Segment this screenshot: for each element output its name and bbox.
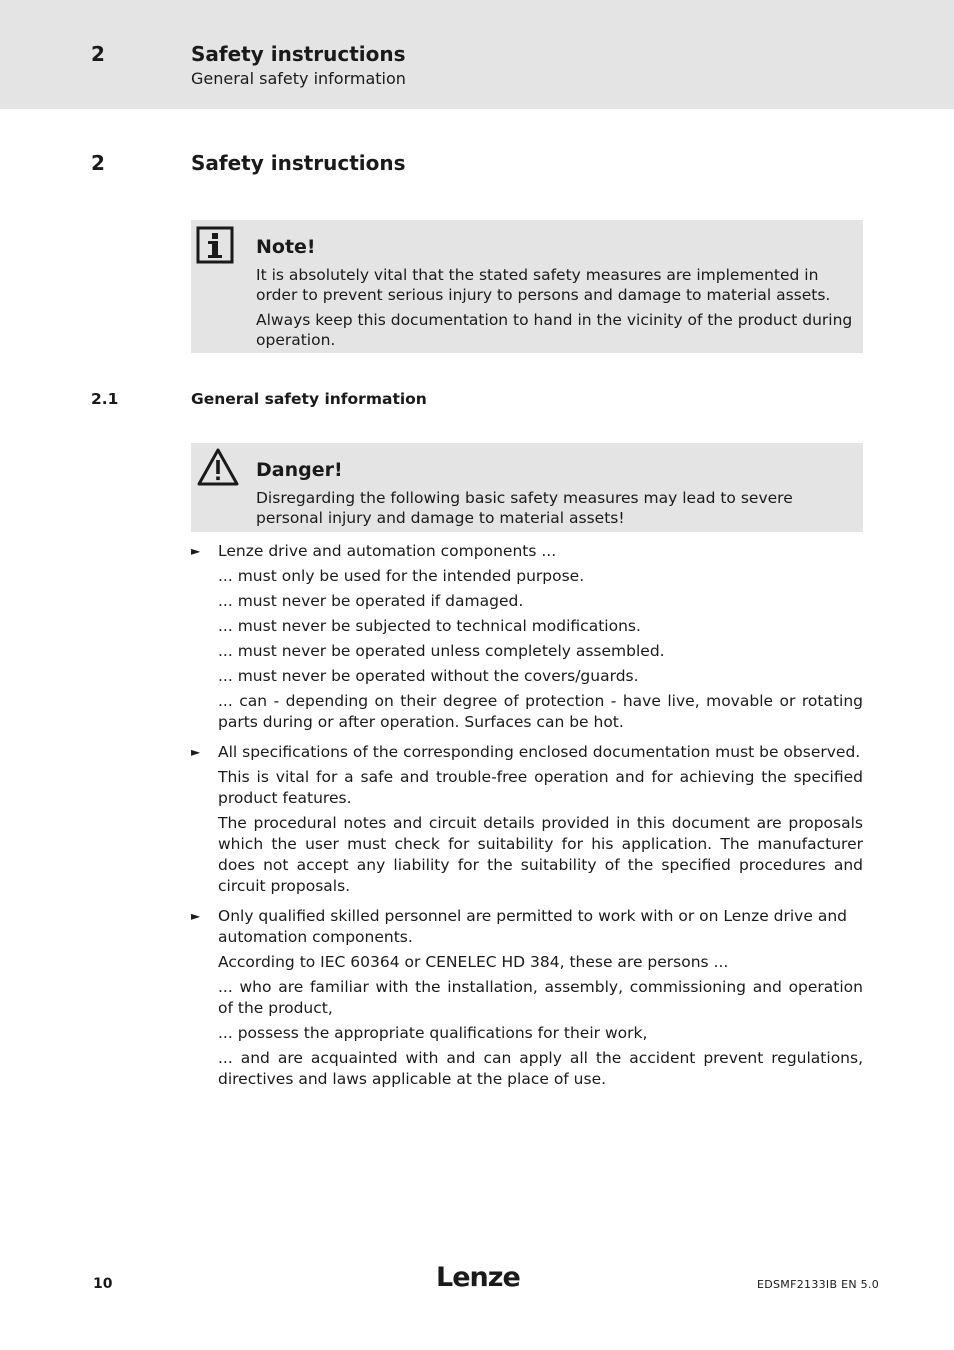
list-paragraph: ... must only be used for the intended purpose. [218, 567, 585, 585]
bullet-arrow-icon: ► [191, 745, 201, 759]
list-item [191, 906, 863, 948]
header-chapter-title: Safety instructions [191, 42, 406, 66]
danger-heading: Danger! [256, 459, 343, 481]
list-item [191, 541, 863, 562]
bullet-text: Only qualified skilled personnel are permitted to work with or on Lenze drive and automation components. [218, 907, 847, 946]
list-paragraph: This is vital for a safe and trouble-free operation and for achieving the specified product features. [218, 768, 863, 807]
note-box [191, 220, 863, 353]
page-number: 10 [93, 1276, 113, 1292]
chapter-number: 2 [91, 151, 105, 175]
list-paragraph: ... can - depending on their degree of protection - have live, movable or rotating parts during or after operation. Surfaces can be hot. [218, 692, 863, 731]
list-paragraph: The procedural notes and circuit details provided in this document are proposals which the user must check for suitability for his application. The manufacturer does not accept any liability for the suitability of the specified procedures and circuit proposals. [218, 814, 863, 895]
note-paragraph-2: Always keep this documentation to hand in the vicinity of the product during operation. [256, 311, 853, 349]
bullet-arrow-icon: ► [191, 909, 201, 923]
danger-box [191, 443, 863, 532]
note-heading: Note! [256, 236, 316, 258]
bullet-arrow-icon: ► [191, 544, 201, 558]
list-paragraph: According to IEC 60364 or CENELEC HD 384, these are persons ... [218, 953, 729, 971]
list-paragraph: ... and are acquainted with and can apply all the accident prevent regulations, directives and laws applicable at the place of use. [218, 1049, 863, 1088]
list-item [191, 742, 863, 763]
bullet-text: All specifications of the corresponding enclosed documentation must be observed. [218, 743, 861, 761]
list-paragraph: ... possess the appropriate qualifications for their work, [218, 1024, 648, 1042]
header-section-title: General safety information [191, 69, 406, 88]
list-paragraph: ... must never be operated without the covers/guards. [218, 667, 639, 685]
chapter-title: Safety instructions [191, 151, 406, 175]
list-paragraph: ... must never be operated if damaged. [218, 592, 524, 610]
warning-triangle-icon [196, 447, 240, 491]
list-paragraph: ... must never be subjected to technical modifications. [218, 617, 641, 635]
info-icon [196, 226, 234, 268]
section-title: General safety information [191, 390, 427, 408]
document-id: EDSMF2133IB EN 5.0 [757, 1278, 880, 1291]
section-number: 2.1 [91, 390, 119, 408]
header-chapter-number: 2 [91, 42, 105, 66]
bullet-text: Lenze drive and automation components ... [218, 542, 557, 560]
note-paragraph-1: It is absolutely vital that the stated safety measures are implemented in order to prevent serious injury to persons and damage to material assets. [256, 266, 831, 304]
page-header-band [0, 0, 954, 109]
lenze-logo: Lenze [436, 1262, 520, 1293]
danger-text: Disregarding the following basic safety measures may lead to severe personal injury and damage to material assets! [256, 489, 793, 527]
list-paragraph: ... must never be operated unless completely assembled. [218, 642, 665, 660]
safety-measures-list [191, 541, 863, 1090]
list-paragraph: ... who are familiar with the installation, assembly, commissioning and operation of the product, [218, 978, 863, 1017]
